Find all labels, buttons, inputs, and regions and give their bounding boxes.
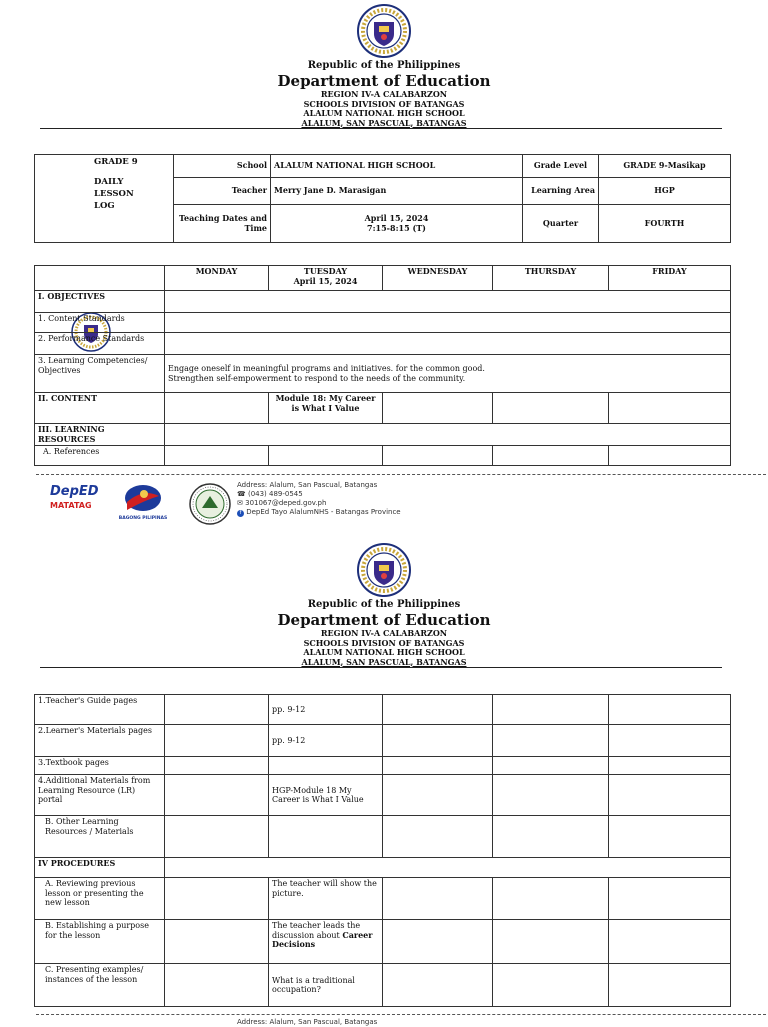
footer-divider (36, 474, 766, 475)
learning-resources-cell (165, 424, 731, 446)
performance-standards-cell (165, 333, 731, 355)
competencies-label: 3. Learning Competencies/ Objectives (35, 355, 165, 393)
references-label: A. References (35, 446, 165, 466)
procedures-label: IV PROCEDURES (35, 858, 165, 878)
blank-header-cell (35, 266, 165, 291)
address-text-2: Address: Alalum, San Pascual, Batangas (237, 1018, 378, 1026)
tuesday-date: April 15, 2024 (293, 275, 358, 286)
letterhead-page-2 (0, 543, 768, 667)
procedure-c-value: What is a traditional occupation? (269, 964, 383, 1007)
thursday-header: THURSDAY (493, 266, 609, 291)
procedure-c-label: C. Presenting examples/ instances of the lesson (35, 964, 165, 1007)
deped-seal-icon (357, 4, 411, 58)
deped-seal-icon (357, 543, 411, 597)
content-standards-label: 1. Content Standards (35, 313, 165, 333)
learners-materials-value: pp. 9-12 (269, 725, 383, 757)
additional-materials-value: HGP-Module 18 My Career is What I Value (269, 775, 383, 816)
competency-line-2: Strengthen self-empowerment to respond to the needs of the community. (168, 373, 466, 383)
grade-level-value: GRADE 9-Masikap (599, 155, 731, 178)
competency-line-1: Engage oneself in meaningful programs and initiatives. for the common good. (168, 364, 485, 373)
deped-logo-text: DepED (50, 484, 99, 499)
procedure-a-value: The teacher will show the picture. (269, 878, 383, 920)
teaching-time: 7:15-8:15 (T) (367, 222, 426, 233)
objectives-cell (165, 291, 731, 313)
competencies-cell (165, 355, 731, 393)
facebook-icon: f (237, 510, 244, 517)
references-tue (269, 446, 383, 466)
region-text: REGION IV-A CALABARZON (320, 89, 448, 99)
department-title: Department of Education (277, 611, 491, 629)
content-label: II. CONTENT (35, 393, 165, 424)
school-value: ALALUM NATIONAL HIGH SCHOOL (271, 155, 523, 178)
content-standards-cell (165, 313, 731, 333)
friday-header: FRIDAY (609, 266, 731, 291)
matatag-logo-text: MATATAG (50, 501, 92, 510)
republic-text: Republic of the Philippines (307, 599, 461, 610)
header-rule (40, 128, 722, 129)
procedure-b-bold: Career Decisions (272, 929, 373, 949)
location-text: ALALUM, SAN PASCUAL, BATANGAS (301, 117, 467, 128)
references-fri (609, 446, 731, 466)
content-thu (493, 393, 609, 424)
procedure-b-label: B. Establishing a purpose for the lesson (35, 920, 165, 964)
info-table (34, 154, 731, 243)
school-seal-icon (188, 482, 232, 526)
teaching-dates-value (271, 205, 523, 243)
division-text: SCHOOLS DIVISION OF BATANGAS (303, 637, 465, 648)
phone-icon: ☎ (237, 490, 246, 498)
lesson-table-2 (34, 694, 731, 1007)
lesson-table-1 (34, 265, 731, 466)
performance-standards-label: 2. Performance Standards (35, 333, 165, 355)
location-text: ALALUM, SAN PASCUAL, BATANGAS (301, 656, 467, 667)
daily-lesson-log-label: DAILY LESSON LOG (94, 177, 134, 211)
references-wed (383, 446, 493, 466)
content-tue: Module 18: My Career is What I Value (269, 393, 383, 424)
phone-text: (043) 489-0545 (247, 490, 303, 498)
school-text: ALALUM NATIONAL HIGH SCHOOL (303, 647, 465, 657)
facebook-text: DepEd Tayo AlalumNHS - Batangas Province (246, 508, 401, 516)
teacher-value: Merry Jane D. Marasigan (271, 178, 523, 205)
procedure-b-value (269, 920, 383, 964)
bagong-pilipinas-logo (116, 484, 170, 520)
other-resources-label: B. Other Learning Resources / Materials (35, 816, 165, 858)
email-icon: ✉ (237, 499, 243, 507)
learning-resources-label: III. LEARNING RESOURCES (35, 424, 165, 446)
address-text: Address: Alalum, San Pascual, Batangas (237, 481, 378, 489)
additional-materials-label: 4.Additional Materials from Learning Resource (LR) portal (35, 775, 165, 816)
email-text: 301067@deped.gov.ph (245, 499, 327, 507)
grade-level-label: Grade Level (523, 155, 599, 178)
letterhead (0, 4, 768, 128)
school-label: School (174, 155, 271, 178)
content-mon (165, 393, 269, 424)
department-title: Department of Education (277, 72, 491, 90)
wednesday-header: WEDNESDAY (383, 266, 493, 291)
school-contact-block (237, 481, 401, 517)
references-thu (493, 446, 609, 466)
procedure-a-label: A. Reviewing previous lesson or presenting the new lesson (35, 878, 165, 920)
learners-materials-label: 2.Learner's Materials pages (35, 725, 165, 757)
objectives-label: I. OBJECTIVES (35, 291, 165, 313)
bagong-pilipinas-text: BAGONG PILIPINAS (118, 516, 168, 521)
teachers-guide-value: pp. 9-12 (269, 695, 383, 725)
deped-matatag-logo (50, 484, 110, 520)
quarter-label: Quarter (523, 205, 599, 243)
textbook-label: 3.Textbook pages (35, 757, 165, 775)
content-fri (609, 393, 731, 424)
header-rule (40, 667, 722, 668)
tuesday-header (269, 266, 383, 291)
teaching-dates-label: Teaching Dates and Time (174, 205, 271, 243)
learning-area-value: HGP (599, 178, 731, 205)
quarter-value: FOURTH (599, 205, 731, 243)
teaching-date: April 15, 2024 (364, 213, 429, 223)
bagong-pilipinas-icon (123, 484, 163, 512)
references-mon (165, 446, 269, 466)
republic-text: Republic of the Philippines (307, 60, 461, 71)
grade-label: GRADE 9 (94, 157, 138, 167)
footer-divider-2 (36, 1014, 766, 1015)
division-text: SCHOOLS DIVISION OF BATANGAS (303, 98, 465, 109)
learning-area-label: Learning Area (523, 178, 599, 205)
teacher-label: Teacher (174, 178, 271, 205)
procedure-b-text: The teacher leads the discussion about (272, 921, 361, 940)
teachers-guide-label: 1.Teacher's Guide pages (35, 695, 165, 725)
monday-header: MONDAY (165, 266, 269, 291)
school-text: ALALUM NATIONAL HIGH SCHOOL (303, 108, 465, 118)
procedures-cell (165, 858, 731, 878)
content-wed (383, 393, 493, 424)
region-text: REGION IV-A CALABARZON (320, 628, 448, 638)
tuesday-label: TUESDAY (303, 266, 348, 276)
log-title-cell (35, 155, 174, 243)
